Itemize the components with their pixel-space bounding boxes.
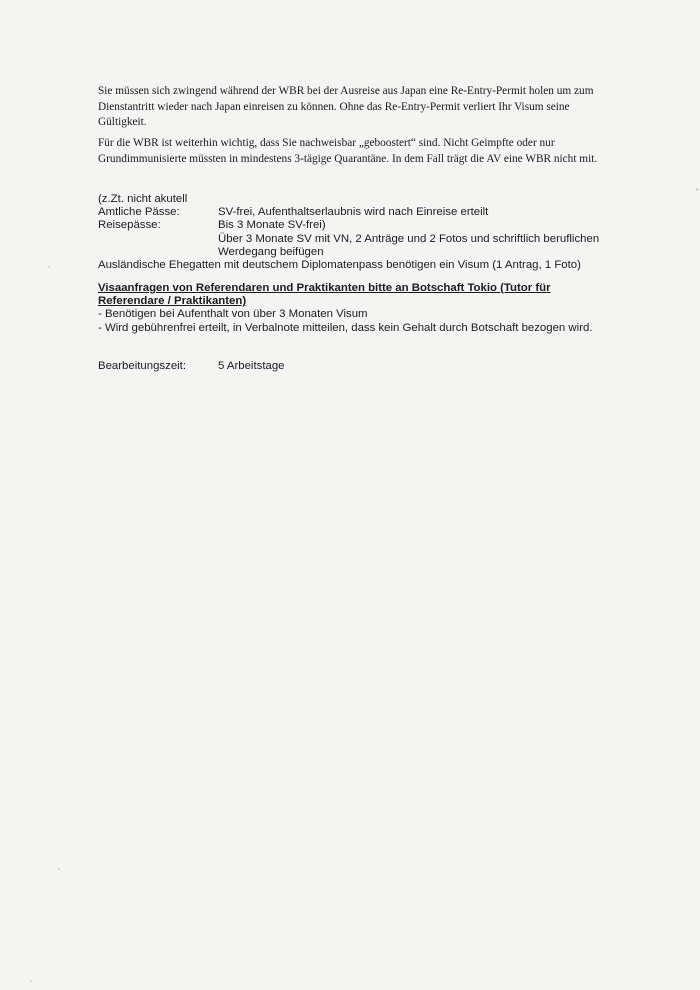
processing-time-value: 5 Arbeitstage (218, 360, 285, 372)
scan-speck (58, 868, 60, 870)
scan-speck (48, 266, 50, 268)
passport-note: (z.Zt. nicht akutell (98, 193, 188, 205)
travel-passports-value-1: Bis 3 Monate SV-frei) (218, 219, 326, 232)
travel-passports-row (98, 219, 618, 232)
official-passports-row (98, 206, 618, 219)
interns-heading: Visaanfragen von Referendaren und Praktikanten bitte an Botschaft Tokio (Tutor für Referendare / Praktikanten) (98, 282, 551, 308)
spouses-line: Ausländische Ehegatten mit deutschem Diplomatenpass benötigen ein Visum (1 Antrag, 1 Foto) (98, 259, 581, 272)
travel-passports-value-2: Über 3 Monate SV mit VN, 2 Anträge und 2 Fotos und schriftlich beruflichen Werdegang beifügen (218, 232, 600, 258)
passport-section (98, 193, 618, 272)
booster-paragraph: Für die WBR ist weiterhin wichtig, dass Sie nachweisbar „geboostert“ sind. Nicht Geimpfte oder nur Grundimmunisierte müssten in mindestens 3-tägige Quarantäne. In dem Fall trägt die AV eine WBR nicht mit. (98, 137, 598, 165)
processing-time-label: Bearbeitungszeit: (98, 360, 187, 372)
interns-bullet-2: - Wird gebührenfrei erteilt, in Verbalnote mitteilen, dass kein Gehalt durch Botschaft bezogen wird. (98, 321, 593, 334)
re-entry-paragraph: Sie müssen sich zwingend während der WBR bei der Ausreise aus Japan eine Re-Entry-Permit holen um zum Dienstantritt wieder nach Japan einreisen zu können. Ohne das Re-Entry-Permit verliert Ihr Visum seine Gültigkeit. (98, 85, 594, 128)
interns-section (98, 282, 618, 335)
travel-passports-label: Reisepässe: (98, 219, 161, 232)
interns-bullet-1: - Benötigen bei Aufenthalt von über 3 Monaten Visum (98, 308, 368, 321)
scan-speck (30, 980, 32, 982)
official-passports-label: Amtliche Pässe: (98, 206, 180, 219)
scan-speck (696, 188, 698, 191)
official-passports-value: SV-frei, Aufenthaltserlaubnis wird nach Einreise erteilt (218, 206, 489, 219)
processing-time-row (98, 360, 618, 373)
